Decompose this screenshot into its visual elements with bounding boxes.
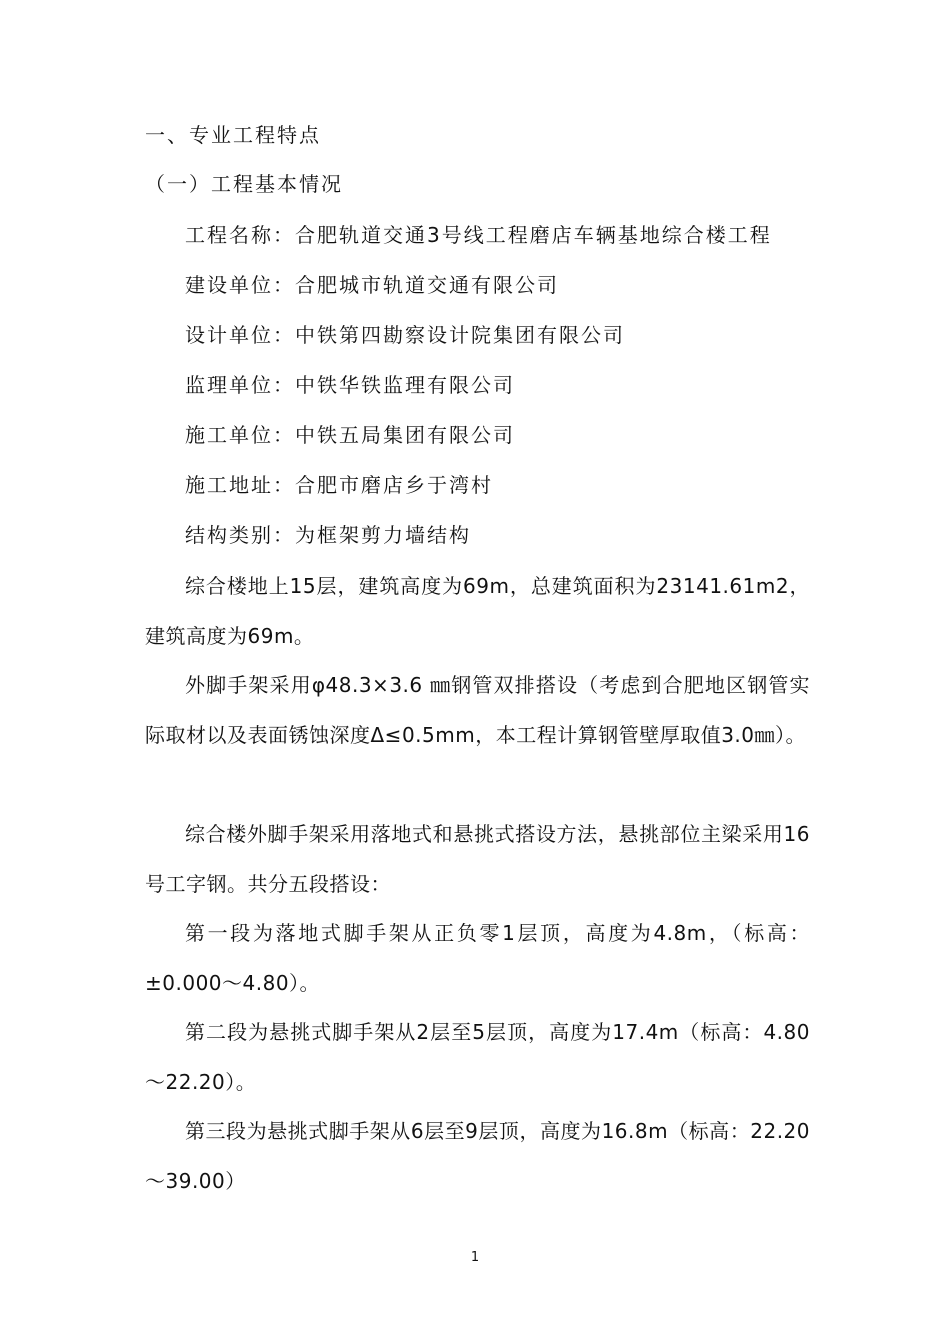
info-structure-type: 结构类别：为框架剪力墙结构 xyxy=(185,523,471,547)
paragraph-segment-1: 第一段为落地式脚手架从正负零1层顶，高度为4.8m，（标高：±0.000～4.80）。 xyxy=(145,921,810,995)
info-project-name: 工程名称：合肥轨道交通3号线工程磨店车辆基地综合楼工程 xyxy=(185,223,772,247)
paragraph-building: 综合楼地上15层，建筑高度为69m，总建筑面积为23141.61m2，建筑高度为69m。 xyxy=(145,574,810,648)
info-client: 建设单位：合肥城市轨道交通有限公司 xyxy=(185,273,559,297)
subsection-heading: （一）工程基本情况 xyxy=(145,172,343,196)
paragraph-pipe: 外脚手架采用φ48.3×3.6 ㎜钢管双排搭设（考虑到合肥地区钢管实际取材以及表面锈蚀深度Δ≤0.5mm，本工程计算钢管壁厚取值3.0㎜）。 xyxy=(145,673,810,747)
paragraph-method: 综合楼外脚手架采用落地式和悬挑式搭设方法，悬挑部位主梁采用16号工字钢。共分五段搭设： xyxy=(145,822,810,896)
page-number: 1 xyxy=(470,1250,480,1265)
project-info-list xyxy=(185,220,772,570)
info-designer: 设计单位：中铁第四勘察设计院集团有限公司 xyxy=(185,323,625,347)
paragraph-segment-2: 第二段为悬挑式脚手架从2层至5层顶，高度为17.4m（标高：4.80～22.20）。 xyxy=(145,1020,810,1094)
paragraph-segment-3: 第三段为悬挑式脚手架从6层至9层顶，高度为16.8m（标高：22.20～39.00） xyxy=(145,1119,810,1193)
info-address: 施工地址：合肥市磨店乡于湾村 xyxy=(185,473,493,497)
info-supervisor: 监理单位：中铁华铁监理有限公司 xyxy=(185,373,515,397)
info-contractor: 施工单位：中铁五局集团有限公司 xyxy=(185,423,515,447)
section-heading: 一、专业工程特点 xyxy=(145,123,321,147)
